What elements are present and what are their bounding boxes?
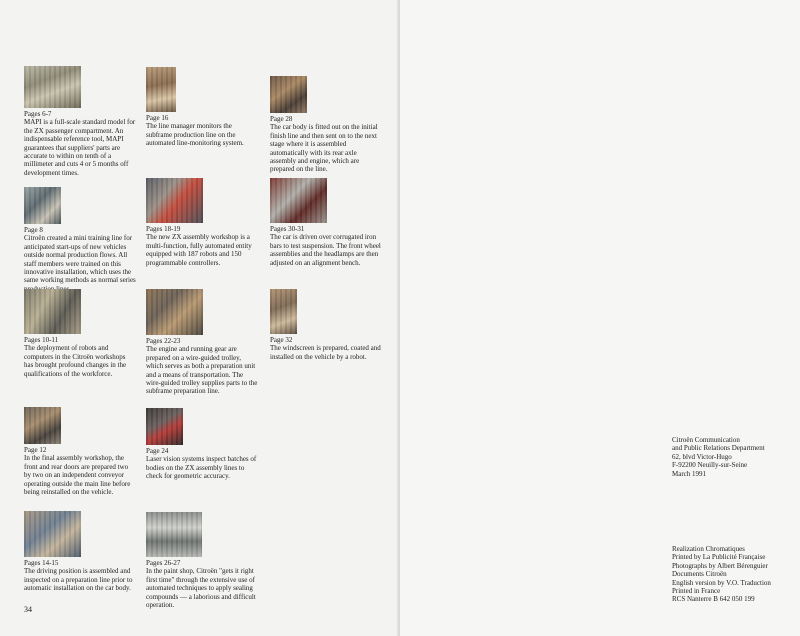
caption-entry [24, 289, 136, 378]
caption-text: In the paint shop, Citroën "gets it right first time" through the extensive use of automated techniques to apply sealing compounds — a laborious and difficult operation. [146, 567, 256, 610]
caption-text: The new ZX assembly workshop is a multi-function, fully automated entity equipped with 187 robots and 150 programmable controllers. [146, 233, 252, 267]
page-number: 34 [24, 605, 32, 614]
caption-pages: Page 12 [24, 446, 47, 454]
credit-line: Printed in France [672, 587, 721, 596]
caption-pages: Pages 14-15 [24, 559, 59, 567]
right-page [400, 0, 800, 636]
address-line: 62, blvd Victor-Hugo [672, 452, 732, 461]
credit-line: Documents Citroën [672, 570, 727, 579]
caption-entry [270, 289, 382, 361]
caption-entry [146, 408, 258, 481]
address-block [672, 436, 792, 478]
photo-thumbnail [146, 408, 183, 445]
caption-pages: Pages 10-11 [24, 336, 59, 344]
photo-thumbnail [24, 511, 81, 557]
address-line: and Public Relations Department [672, 444, 765, 453]
caption-pages: Page 16 [146, 114, 169, 122]
caption-text: In the final assembly workshop, the front and rear doors are prepared two by two on an independent conveyor operating outside the main line before being reinstalled on the vehicle. [24, 454, 131, 497]
address-line: March 1991 [672, 469, 707, 478]
caption-pages: Page 8 [24, 226, 43, 234]
caption-entry [146, 178, 258, 267]
caption-pages: Page 28 [270, 115, 293, 123]
caption-entry [146, 67, 258, 148]
photo-thumbnail [24, 407, 61, 444]
photo-thumbnail [270, 76, 307, 113]
caption-entry [24, 511, 136, 593]
caption-pages: Page 32 [270, 336, 293, 344]
caption-text: The windscreen is prepared, coated and installed on the vehicle by a robot. [270, 344, 381, 361]
photo-thumbnail [270, 178, 327, 223]
caption-pages: Pages 30-31 [270, 225, 305, 233]
address-line: F-92200 Neuilly-sur-Seine [672, 461, 748, 470]
caption-pages: Page 24 [146, 447, 169, 455]
caption-entry [270, 178, 382, 267]
caption-pages: Pages 26-27 [146, 559, 181, 567]
credit-line: Printed by La Publicité Française [672, 553, 766, 562]
address-line: Citroën Communication [672, 436, 740, 444]
photo-thumbnail [146, 512, 202, 557]
credit-line: Realization Chromatiques [672, 545, 745, 553]
caption-text: The deployment of robots and computers in the Citroën workshops has brought profound changes in the qualifications of the workforce. [24, 344, 127, 378]
caption-text: MAPI is a full-scale standard model for the ZX passenger compartment. An indispensable reference tool, MAPI guarantees that suppliers' parts are accurate to within on tenth of a millimeter and cuts 4 or 5 months off development times. [24, 118, 136, 177]
caption-entry [24, 187, 136, 293]
credit-line: English version by V.O. Traduction [672, 578, 771, 587]
photo-thumbnail [24, 187, 61, 224]
photo-thumbnail [146, 289, 203, 335]
caption-entry [146, 289, 258, 396]
caption-text: The driving position is assembled and inspected on a preparation line prior to automatic installation on the car body. [24, 567, 133, 593]
photo-thumbnail [146, 67, 176, 112]
photo-thumbnail [24, 289, 81, 334]
production-credits [672, 545, 792, 604]
caption-text: The line manager monitors the subframe production line on the automated line-monitoring system. [146, 122, 244, 148]
caption-pages: Pages 18-19 [146, 225, 181, 233]
caption-text: The car is driven over corrugated iron bars to test suspension. The front wheel assemblies and the headlamps are then adjusted on an alignment bench. [270, 233, 381, 267]
caption-text: The engine and running gear are prepared on a wire-guided trolley, which serves as both a preparation unit and a means of transportation. The wire-guided trolley supplies parts to the subframe preparation line. [146, 345, 258, 396]
caption-entry [24, 407, 136, 496]
photo-thumbnail [146, 178, 203, 223]
caption-entry [270, 76, 382, 174]
photo-thumbnail [24, 66, 81, 108]
caption-text: Laser vision systems inspect batches of bodies on the ZX assembly lines to check for geometric accuracy. [146, 455, 257, 481]
caption-entry [146, 512, 258, 609]
caption-pages: Pages 6-7 [24, 110, 52, 118]
credit-line: RCS Nanterre B 642 050 199 [672, 595, 755, 604]
caption-pages: Pages 22-23 [146, 337, 181, 345]
caption-text: The car body is fitted out on the initial finish line and then sent on to the next stage where it is assembled automatically with its rear axle assembly and engine, which are prepared on the line. [270, 123, 378, 174]
photo-thumbnail [270, 289, 297, 334]
caption-text: Citroën created a mini training line for anticipated start-ups of new vehicles outside normal production flows. All staff members were trained on this innovative installation, which uses the same working methods as normal series [24, 234, 136, 285]
credit-line: Photographs by Albert Bérenguier [672, 561, 768, 570]
caption-entry [24, 66, 136, 177]
